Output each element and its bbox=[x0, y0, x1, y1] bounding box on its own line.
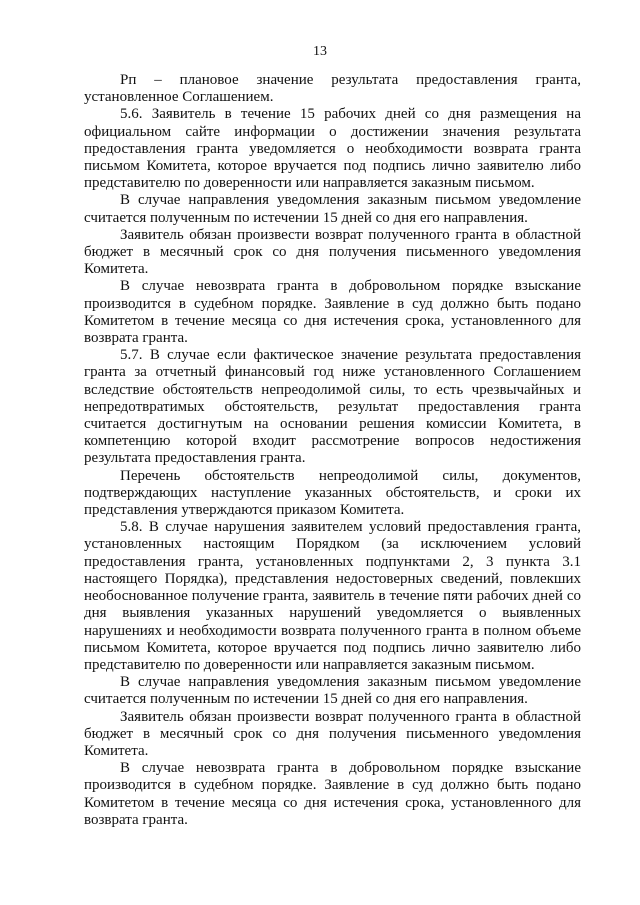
paragraph-return-obligation: Заявитель обязан произвести возврат полученного гранта в областной бюджет в месячный срок со дня получения письменного уведомления Комитета. bbox=[84, 226, 581, 278]
paragraph-return-obligation-2: Заявитель обязан произвести возврат полученного гранта в областной бюджет в месячный срок со дня получения письменного уведомления Комитета. bbox=[84, 708, 581, 759]
paragraph-rp-definition: Рп – плановое значение результата предоставления гранта, установленное Соглашением. bbox=[84, 72, 581, 106]
page-number: 13 bbox=[313, 44, 327, 59]
paragraph-court-recovery: В случае невозврата гранта в добровольном порядке взыскание производится в судебном порядке. Заявление в суд должно быть подано Комитетом в течение месяца со дня истечения срока, установленного для возврата гранта. bbox=[84, 278, 581, 347]
paragraph-registered-letter-notice: В случае направления уведомления заказным письмом уведомление считается полученным по истечении 15 дней со дня его направления. bbox=[84, 192, 581, 226]
paragraph-registered-letter-notice-2: В случае направления уведомления заказным письмом уведомление считается полученным по истечении 15 дней со дня его направления. bbox=[84, 674, 581, 708]
paragraph-5-8: 5.8. В случае нарушения заявителем условий предоставления гранта, установленных настоящим Порядком (за исключением условий предоставления гранта, установленных подпунктами 2, 3 пункта 3.1 настоящего Порядка), представления недостоверных сведений, повлекших необоснованное получение гранта, заявитель в течение пяти рабочих дней со дня выявления указанных нарушений уведомляется о выявленных нарушениях и необходимости возврата полученного гранта в полном объеме письмом Комитета, которое вручается под подпись лично заявителю либо представителю по доверенности или направляется заказным письмом. bbox=[84, 519, 581, 673]
paragraph-5-6: 5.6. Заявитель в течение 15 рабочих дней со дня размещения на официальном сайте информации о достижении значения результата предоставления гранта уведомляется о необходимости возврата гранта письмом Комитета, которое вручается под подпись лично заявителю либо представителю по доверенности или направляется заказным письмом. bbox=[84, 106, 581, 192]
document-body bbox=[84, 72, 581, 829]
paragraph-force-majeure-list: Перечень обстоятельств непреодолимой силы, документов, подтверждающих наступление указанных обстоятельств, и сроки их представления утверждаются приказом Комитета. bbox=[84, 467, 581, 519]
paragraph-court-recovery-2: В случае невозврата гранта в добровольном порядке взыскание производится в судебном порядке. Заявление в суд должно быть подано Комитетом в течение месяца со дня истечения срока, установленного для возврата гранта. bbox=[84, 760, 581, 828]
paragraph-5-7: 5.7. В случае если фактическое значение результата предоставления гранта за отчетный финансовый год ниже установленного Соглашением вследствие обстоятельств непреодолимой силы, то есть чрезвычайных и непредотвратимых обстоятельств, результат предоставления гранта считается достигнутым на основании решения комиссии Комитета, в компетенцию которой входит рассмотрение вопросов недостижения результата предоставления гранта. bbox=[84, 347, 581, 467]
